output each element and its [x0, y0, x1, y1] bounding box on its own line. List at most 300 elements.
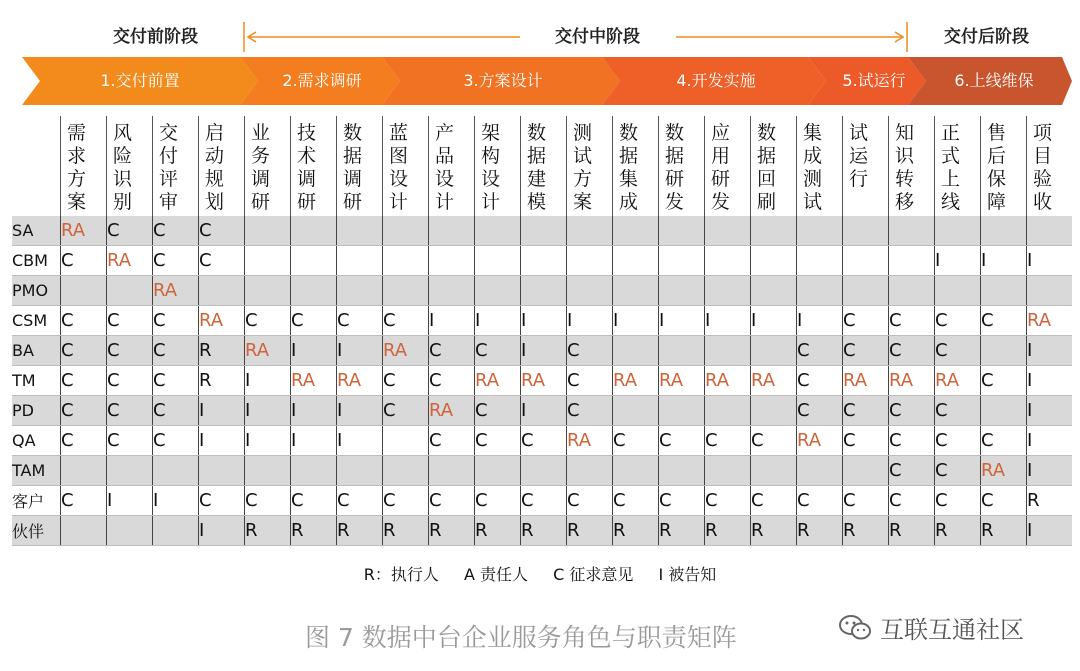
matrix-cell: C	[567, 396, 613, 426]
corner-cell	[12, 116, 61, 216]
matrix-cell	[751, 456, 797, 486]
watermark-text: 互联互通社区	[880, 616, 1024, 644]
matrix-cell	[383, 426, 429, 456]
matrix-cell	[659, 456, 705, 486]
matrix-cell: C	[61, 306, 107, 336]
role-row	[12, 276, 1072, 306]
matrix-cell	[797, 216, 843, 246]
matrix-cell: C	[61, 246, 107, 276]
matrix-cell: C	[981, 306, 1027, 336]
matrix-cell: I	[199, 396, 245, 426]
matrix-cell: R	[705, 516, 751, 546]
matrix-cell	[291, 216, 337, 246]
activity-header	[935, 116, 981, 216]
activity-header	[429, 116, 475, 216]
matrix-cell	[337, 456, 383, 486]
matrix-cell: C	[475, 426, 521, 456]
role-row	[12, 306, 1072, 336]
matrix-cell: C	[199, 216, 245, 246]
activity-label: 业务调研	[251, 122, 271, 213]
matrix-cell: C	[107, 396, 153, 426]
matrix-cell	[843, 246, 889, 276]
matrix-cell	[429, 246, 475, 276]
matrix-cell: R	[199, 366, 245, 396]
activity-label: 测试方案	[573, 122, 593, 213]
matrix-cell	[521, 456, 567, 486]
matrix-cell: C	[797, 486, 843, 516]
matrix-cell: C	[705, 426, 751, 456]
matrix-cell: C	[153, 336, 199, 366]
role-name: PD	[12, 396, 61, 426]
matrix-cell: I	[199, 516, 245, 546]
matrix-cell	[567, 276, 613, 306]
matrix-cell: RA	[935, 366, 981, 396]
matrix-cell	[291, 246, 337, 276]
stage-label-6: 6.上线维保	[954, 71, 1034, 90]
role-name: CSM	[12, 306, 61, 336]
activity-label: 知识转移	[895, 122, 915, 213]
role-name: 伙伴	[12, 516, 61, 546]
role-row	[12, 336, 1072, 366]
wechat-icon	[838, 614, 872, 642]
matrix-cell: RA	[797, 426, 843, 456]
matrix-cell: R	[475, 516, 521, 546]
activity-header	[889, 116, 935, 216]
stage-label-5: 5.试运行	[842, 71, 906, 90]
matrix-cell: C	[383, 366, 429, 396]
matrix-cell	[705, 336, 751, 366]
matrix-cell: C	[475, 336, 521, 366]
matrix-cell	[751, 246, 797, 276]
matrix-cell: C	[613, 486, 659, 516]
matrix-cell	[199, 276, 245, 306]
matrix-cell: C	[797, 336, 843, 366]
matrix-cell	[981, 396, 1027, 426]
role-name: BA	[12, 336, 61, 366]
matrix-cell: C	[429, 336, 475, 366]
matrix-cell: RA	[475, 366, 521, 396]
activity-label: 数据集成	[619, 122, 639, 213]
activity-label: 风险识别	[113, 122, 133, 213]
matrix-cell: C	[889, 306, 935, 336]
activity-label: 应用研发	[711, 122, 731, 213]
activity-label: 数据建模	[527, 122, 547, 213]
stage-label-1: 1.交付前置	[100, 71, 180, 90]
matrix-cell: C	[889, 426, 935, 456]
matrix-cell: C	[797, 396, 843, 426]
matrix-cell: C	[153, 306, 199, 336]
matrix-cell: C	[889, 336, 935, 366]
matrix-cell	[659, 276, 705, 306]
matrix-cell: I	[429, 306, 475, 336]
matrix-cell: C	[107, 216, 153, 246]
stage-label-4: 4.开发实施	[676, 71, 756, 90]
matrix-cell: C	[843, 426, 889, 456]
matrix-cell: C	[245, 486, 291, 516]
matrix-cell: C	[935, 396, 981, 426]
role-name: TAM	[12, 456, 61, 486]
matrix-cell	[981, 336, 1027, 366]
matrix-cell	[107, 516, 153, 546]
matrix-cell: R	[751, 516, 797, 546]
matrix-cell: RA	[1027, 306, 1073, 336]
matrix-cell	[383, 456, 429, 486]
matrix-cell: I	[199, 426, 245, 456]
matrix-cell	[843, 276, 889, 306]
matrix-cell	[705, 276, 751, 306]
matrix-cell: C	[153, 426, 199, 456]
activity-header	[61, 116, 107, 216]
matrix-cell: RA	[567, 426, 613, 456]
matrix-cell: C	[61, 336, 107, 366]
matrix-cell	[429, 276, 475, 306]
matrix-cell: I	[245, 426, 291, 456]
matrix-cell: RA	[889, 366, 935, 396]
matrix-cell: C	[429, 366, 475, 396]
matrix-cell: C	[613, 426, 659, 456]
role-name: PMO	[12, 276, 61, 306]
role-name: 客户	[12, 486, 61, 516]
matrix-cell: R	[567, 516, 613, 546]
matrix-cell: R	[843, 516, 889, 546]
role-name: SA	[12, 216, 61, 246]
matrix-cell: C	[245, 306, 291, 336]
figure-caption: 图 7 数据中台企业服务角色与职责矩阵	[305, 623, 737, 652]
matrix-cell: RA	[705, 366, 751, 396]
matrix-cell: RA	[337, 366, 383, 396]
matrix-cell	[337, 276, 383, 306]
matrix-cell: RA	[843, 366, 889, 396]
matrix-cell: C	[153, 396, 199, 426]
matrix-cell	[337, 246, 383, 276]
activity-header	[797, 116, 843, 216]
matrix-cell: C	[935, 426, 981, 456]
matrix-cell	[659, 396, 705, 426]
matrix-cell: C	[659, 486, 705, 516]
activity-label: 数据调研	[343, 122, 363, 213]
phase-pre-label: 交付前阶段	[113, 27, 198, 47]
matrix-cell: C	[153, 366, 199, 396]
matrix-cell: RA	[107, 246, 153, 276]
matrix-cell: R	[429, 516, 475, 546]
role-row	[12, 426, 1072, 456]
matrix-cell: C	[889, 486, 935, 516]
matrix-cell	[61, 516, 107, 546]
phase-header	[0, 22, 1080, 50]
matrix-cell: RA	[659, 366, 705, 396]
matrix-cell: R	[659, 516, 705, 546]
matrix-cell: C	[521, 426, 567, 456]
matrix-cell: C	[61, 426, 107, 456]
activity-header	[981, 116, 1027, 216]
matrix-cell: RA	[383, 336, 429, 366]
matrix-cell	[843, 456, 889, 486]
matrix-cell	[613, 276, 659, 306]
activity-header	[153, 116, 199, 216]
matrix-cell	[981, 216, 1027, 246]
matrix-cell	[613, 336, 659, 366]
matrix-cell: C	[153, 216, 199, 246]
stage-label-3: 3.方案设计	[463, 71, 543, 90]
matrix-cell	[705, 396, 751, 426]
matrix-cell	[797, 276, 843, 306]
matrix-cell: I	[935, 246, 981, 276]
matrix-cell: I	[521, 396, 567, 426]
matrix-cell: RA	[613, 366, 659, 396]
activity-label: 技术调研	[297, 122, 317, 213]
matrix-cell: C	[521, 486, 567, 516]
matrix-cell	[981, 276, 1027, 306]
legend-c: C 征求意见	[553, 565, 634, 584]
matrix-cell	[659, 216, 705, 246]
matrix-cell: C	[797, 366, 843, 396]
matrix-cell	[567, 456, 613, 486]
role-name: CBM	[12, 246, 61, 276]
matrix-cell: C	[935, 306, 981, 336]
matrix-cell: C	[337, 306, 383, 336]
activity-header	[107, 116, 153, 216]
matrix-cell: RA	[153, 276, 199, 306]
matrix-cell	[889, 246, 935, 276]
activity-label: 架构设计	[481, 122, 501, 213]
activity-header	[751, 116, 797, 216]
matrix-cell: C	[843, 336, 889, 366]
matrix-cell	[613, 246, 659, 276]
matrix-cell	[475, 456, 521, 486]
matrix-cell: C	[61, 486, 107, 516]
activity-label: 启动规划	[205, 122, 225, 213]
role-row	[12, 366, 1072, 396]
matrix-cell: R	[797, 516, 843, 546]
activity-header	[843, 116, 889, 216]
matrix-cell	[245, 276, 291, 306]
matrix-cell: C	[429, 426, 475, 456]
matrix-cell: C	[659, 426, 705, 456]
matrix-cell: C	[567, 366, 613, 396]
matrix-cell: C	[153, 246, 199, 276]
matrix-cell	[245, 246, 291, 276]
activity-label: 试运行	[849, 122, 869, 190]
matrix-cell: I	[1027, 366, 1073, 396]
matrix-cell	[521, 276, 567, 306]
matrix-cell: R	[889, 516, 935, 546]
matrix-cell: C	[889, 456, 935, 486]
matrix-cell: I	[475, 306, 521, 336]
activity-label: 售后保障	[987, 122, 1007, 213]
matrix-cell: C	[107, 366, 153, 396]
matrix-cell: C	[981, 366, 1027, 396]
matrix-cell	[751, 336, 797, 366]
matrix-cell	[153, 456, 199, 486]
matrix-cell: I	[613, 306, 659, 336]
matrix-cell: RA	[291, 366, 337, 396]
activity-header	[705, 116, 751, 216]
matrix-cell: I	[567, 306, 613, 336]
role-row	[12, 216, 1072, 246]
activity-header	[383, 116, 429, 216]
matrix-cell: R	[521, 516, 567, 546]
matrix-cell: I	[1027, 516, 1073, 546]
matrix-cell: I	[337, 426, 383, 456]
matrix-cell: C	[107, 426, 153, 456]
matrix-cell	[705, 246, 751, 276]
matrix-cell	[107, 456, 153, 486]
matrix-cell	[429, 216, 475, 246]
matrix-cell	[291, 276, 337, 306]
matrix-cell: C	[705, 486, 751, 516]
matrix-cell: I	[705, 306, 751, 336]
matrix-cell: C	[935, 456, 981, 486]
activity-header	[567, 116, 613, 216]
phase-mid-label: 交付中阶段	[555, 27, 640, 47]
matrix-cell: I	[153, 486, 199, 516]
matrix-cell	[567, 246, 613, 276]
matrix-cell	[889, 276, 935, 306]
matrix-cell: C	[567, 336, 613, 366]
matrix-cell	[613, 216, 659, 246]
role-row	[12, 486, 1072, 516]
legend-i: I 被告知	[658, 565, 717, 584]
matrix-cell	[337, 216, 383, 246]
matrix-cell: C	[889, 396, 935, 426]
matrix-cell	[245, 456, 291, 486]
activity-label: 需求方案	[67, 122, 87, 213]
matrix-cell	[199, 456, 245, 486]
matrix-cell: R	[935, 516, 981, 546]
matrix-cell	[797, 456, 843, 486]
matrix-cell	[797, 246, 843, 276]
activity-label: 正式上线	[941, 122, 961, 213]
matrix-cell	[705, 456, 751, 486]
matrix-cell: I	[521, 306, 567, 336]
stage-label-2: 2.需求调研	[282, 71, 362, 90]
matrix-cell	[291, 456, 337, 486]
activity-label: 集成测试	[803, 122, 823, 213]
matrix-cell: C	[935, 336, 981, 366]
legend-a: A 责任人	[463, 565, 528, 584]
legend-r: R：执行人	[363, 565, 439, 584]
matrix-cell: C	[567, 486, 613, 516]
matrix-cell: RA	[751, 366, 797, 396]
matrix-cell	[475, 276, 521, 306]
matrix-cell: R	[1027, 486, 1073, 516]
role-row	[12, 456, 1072, 486]
activity-header	[199, 116, 245, 216]
matrix-cell	[935, 216, 981, 246]
matrix-cell: I	[337, 336, 383, 366]
matrix-cell: C	[935, 486, 981, 516]
matrix-cell: I	[659, 306, 705, 336]
matrix-cell	[383, 216, 429, 246]
legend	[0, 562, 1080, 585]
matrix-cell: I	[1027, 426, 1073, 456]
matrix-cell	[613, 396, 659, 426]
matrix-cell	[61, 456, 107, 486]
matrix-cell	[475, 246, 521, 276]
activity-header-row	[12, 116, 1072, 216]
matrix-cell	[935, 276, 981, 306]
role-row	[12, 396, 1072, 426]
activity-header	[613, 116, 659, 216]
matrix-cell: I	[1027, 396, 1073, 426]
matrix-cell: I	[1027, 246, 1073, 276]
activity-label: 数据回刷	[757, 122, 777, 213]
matrix-cell: C	[475, 396, 521, 426]
matrix-cell	[383, 276, 429, 306]
matrix-cell: C	[107, 306, 153, 336]
matrix-cell: C	[199, 246, 245, 276]
activity-header	[521, 116, 567, 216]
matrix-cell	[751, 396, 797, 426]
matrix-cell	[567, 216, 613, 246]
matrix-cell: I	[245, 396, 291, 426]
responsibility-matrix	[12, 116, 1072, 546]
matrix-cell	[705, 216, 751, 246]
matrix-cell	[245, 216, 291, 246]
matrix-cell: I	[337, 396, 383, 426]
matrix-cell	[383, 246, 429, 276]
matrix-cell: I	[245, 366, 291, 396]
matrix-cell: C	[383, 306, 429, 336]
matrix-cell: RA	[521, 366, 567, 396]
matrix-cell	[1027, 276, 1073, 306]
matrix-cell: C	[61, 396, 107, 426]
matrix-cell: I	[981, 246, 1027, 276]
matrix-cell	[153, 516, 199, 546]
matrix-cell: I	[291, 426, 337, 456]
matrix-cell: I	[291, 396, 337, 426]
matrix-cell: C	[337, 486, 383, 516]
matrix-cell	[843, 216, 889, 246]
activity-label: 产品设计	[435, 122, 455, 213]
matrix-cell: C	[291, 486, 337, 516]
matrix-cell: R	[613, 516, 659, 546]
matrix-cell: C	[107, 336, 153, 366]
activity-label: 交付评审	[159, 122, 179, 213]
matrix-cell	[429, 456, 475, 486]
role-name: TM	[12, 366, 61, 396]
matrix-cell	[1027, 216, 1073, 246]
matrix-cell: I	[1027, 456, 1073, 486]
activity-header	[475, 116, 521, 216]
matrix-cell: C	[751, 486, 797, 516]
matrix-cell	[521, 216, 567, 246]
matrix-cell: R	[383, 516, 429, 546]
matrix-cell	[613, 456, 659, 486]
matrix-cell	[475, 216, 521, 246]
matrix-cell: I	[797, 306, 843, 336]
matrix-cell	[751, 276, 797, 306]
activity-header	[659, 116, 705, 216]
matrix-cell	[659, 336, 705, 366]
matrix-cell: C	[429, 486, 475, 516]
activity-header	[337, 116, 383, 216]
matrix-cell: C	[843, 486, 889, 516]
matrix-cell: C	[751, 426, 797, 456]
role-row	[12, 246, 1072, 276]
matrix-cell: R	[199, 336, 245, 366]
matrix-cell: I	[751, 306, 797, 336]
role-name: QA	[12, 426, 61, 456]
matrix-cell: C	[843, 306, 889, 336]
matrix-cell	[889, 216, 935, 246]
matrix-cell: R	[981, 516, 1027, 546]
matrix-cell: RA	[429, 396, 475, 426]
matrix-cell: I	[107, 486, 153, 516]
matrix-cell: R	[337, 516, 383, 546]
activity-header	[291, 116, 337, 216]
activity-label: 项目验收	[1033, 122, 1053, 213]
